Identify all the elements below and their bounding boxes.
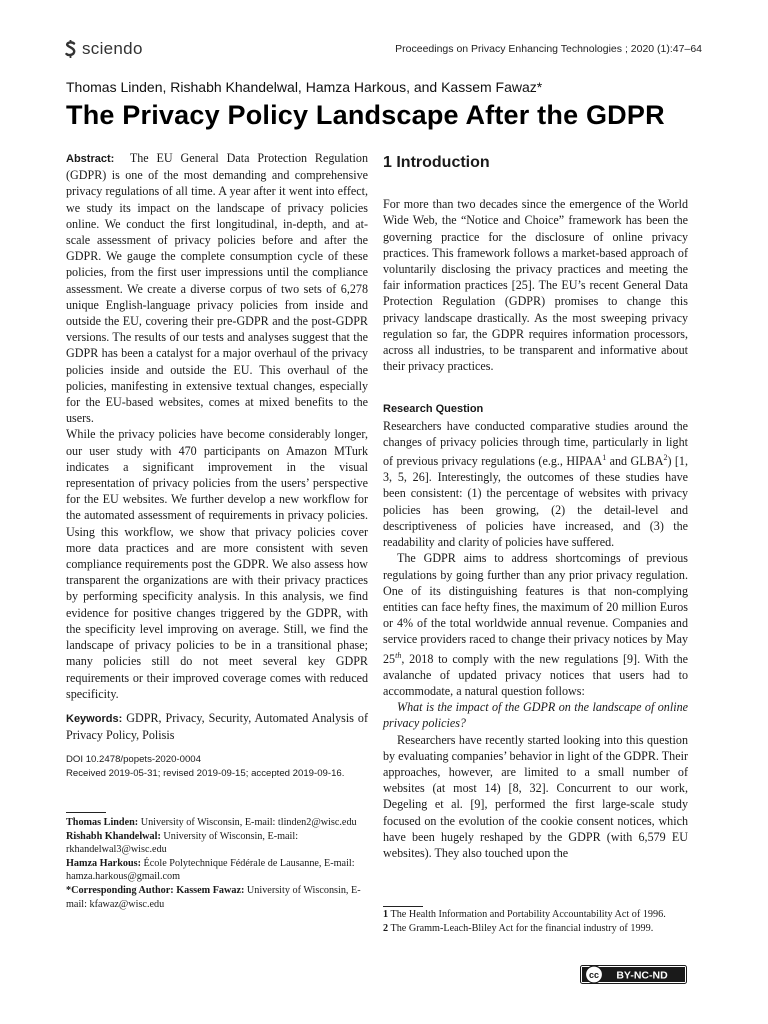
footnote-text: The Health Information and Portability Accountability Act of 1996.	[390, 909, 666, 920]
publisher-logo	[65, 38, 143, 60]
footnote-ref-1[interactable]: 1	[602, 453, 607, 463]
abstract-text-1: The EU General Data Protection Regulation (GDPR) is one of the most demanding and comprehensive privacy regulations of all time. A year after it went into effect, we study its impact on the landscape of privacy policies online. We conduct the first longitudinal, in-depth, and at-scale assessment of privacy policies before and after the GDPR. We gauge the complete consumption cycle of these policies, from the first user impressions until the compliance assessment. We create a diverse corpus of two sets of 6,278 unique English-language privacy policies from inside and outside the EU, covering their pre-GDPR and the post-GDPR versions. The results of our tests and analyses suggest that the GDPR has been a catalyst for a major overhaul of the privacy policies inside and outside the EU. This overhaul of the policies, manifesting in extensive textual changes, especially for the EU-based websites, comes at mixed benefits to the users.	[66, 151, 368, 426]
affiliation-2	[66, 830, 368, 857]
superscript-th: th	[395, 650, 402, 660]
affiliation-name: Hamza Harkous:	[66, 857, 141, 869]
text-run: Researchers have conducted comparative studies around the changes of privacy policies through time, particularly in light of previous privacy regulations (e.g., HIPAA	[383, 418, 688, 469]
affiliation-3	[66, 857, 368, 884]
footnote-rule-right	[383, 906, 423, 907]
affiliation-name: Rishabh Khandelwal:	[66, 830, 161, 842]
affiliation-4	[66, 884, 368, 911]
footnotes	[383, 908, 688, 936]
doi-block	[66, 753, 368, 781]
text-run: and GLBA	[606, 454, 664, 469]
cc-badge-graphic	[580, 965, 687, 984]
research-paragraph-2	[383, 550, 688, 699]
keywords-label: Keywords:	[66, 712, 123, 725]
logo-text: sciendo	[82, 39, 143, 58]
abstract-paragraph-2: While the privacy policies have become considerably longer, our user study with 470 participants on Amazon MTurk indicates a significant improvement in the visual representation of privacy policies from the users’ perspective for the EU websites. We further develop a new workflow for the automated assessment of requirements in privacy policies. Using this workflow, we show that privacy policies cover more data practices and are more consistent with seven compliance requirements post the GDPR. We also assess how transparent the organizations are with their privacy practices by performing specificity analysis. In this analysis, we find evidence for positive changes triggered by the GDPR, with the specificity level improving on average. Still, we find the landscape of privacy policies to be in a transitional phase; many policies still do not meet several key GDPR requirements or their improved coverage comes with reduced specificity.	[66, 427, 368, 701]
research-paragraph-1	[383, 418, 688, 551]
cc-mark: cc	[588, 970, 600, 980]
footnote-number: 2	[383, 923, 389, 934]
paper-title: The Privacy Policy Landscape After the GDPR	[66, 100, 665, 130]
affiliation-text: University of Wisconsin, E-mail: kfawaz@wisc.edu	[66, 884, 361, 910]
keywords	[66, 710, 368, 743]
affiliation-name: Thomas Linden:	[66, 817, 139, 828]
received-dates: Received 2019-05-31; revised 2019-09-15; accepted 2019-09-16.	[66, 768, 345, 780]
text-run: ) [1, 3, 5, 26]. Interestingly, the outcomes of these studies have been consistent: (1) the percentage of websites with privacy policies has been growing, (2) the detail-level and descriptiveness of policies have increased, and (3) the readability and clarity of policies have suffered.	[383, 454, 688, 550]
subsection-heading-research-question: Research Question	[383, 403, 484, 416]
right-column	[383, 150, 688, 861]
intro-paragraph: For more than two decades since the emergence of the World Wide Web, the “Notice and Choice” framework has been the governing practice for the disclosure of online privacy practices. This framework follows a market-based approach of voluntarily disclosing the privacy practices and meeting the fair information practices [25]. The EU’s recent General Data Protection Regulation (GDPR) promises to change this privacy landscape drastically. As the most sweeping privacy regulation so far, the GDPR requires information processors, across all industries, to be transparent and informative about their privacy practices.	[383, 197, 688, 374]
footnote-2	[383, 922, 688, 936]
text-run: , 2018 to comply with the new regulations [9]. With the avalanche of updated privacy notices that users had to accommodate, a natural question follows:	[383, 651, 688, 698]
cc-license-badge[interactable]	[580, 965, 687, 984]
text-run: The GDPR aims to address shortcomings of previous regulations by going further than any prior privacy regulation. One of its distinguishing features is that non-complying entities can face hefty fines, the maximum of 20 million Euros or 4% of the total worldwide annual revenue. Companies and service providers raced to change their privacy notices by May 25	[383, 551, 688, 666]
author-list: Thomas Linden, Rishabh Khandelwal, Hamza Harkous, and Kassem Fawaz*	[66, 79, 543, 95]
footnote-ref-2[interactable]: 2	[663, 453, 668, 463]
author-affiliations	[66, 812, 368, 911]
keywords-text: GDPR, Privacy, Security, Automated Analysis of Privacy Policy, Polisis	[66, 710, 368, 743]
footnote-number: 1	[383, 909, 389, 920]
affiliation-text: University of Wisconsin, E-mail: tlinden2@wisc.edu	[140, 817, 357, 828]
section-heading-introduction: 1 Introduction	[383, 154, 490, 171]
cc-license-label: BY-NC-ND	[616, 969, 668, 982]
affiliation-text: University of Wisconsin, E-mail: rkhandelwal3@wisc.edu	[66, 830, 299, 856]
footnote-text: The Gramm-Leach-Bliley Act for the financial industry of 1999.	[390, 923, 654, 934]
doi[interactable]: DOI 10.2478/popets-2020-0004	[66, 754, 201, 766]
affiliation-1	[66, 816, 368, 830]
footnote-1	[383, 908, 688, 922]
abstract-label: Abstract:	[66, 153, 115, 165]
affiliation-name: *Corresponding Author: Kassem Fawaz:	[66, 884, 245, 896]
left-column	[66, 150, 368, 781]
affiliation-text: École Polytechnique Fédérale de Lausanne, E-mail: hamza.harkous@gmail.com	[66, 857, 355, 883]
research-question: What is the impact of the GDPR on the landscape of online privacy policies?	[383, 700, 688, 731]
sciendo-s-icon	[65, 40, 76, 58]
journal-citation: Proceedings on Privacy Enhancing Technologies ; 2020 (1):47–64	[395, 43, 702, 55]
abstract-paragraph-1	[66, 150, 368, 426]
research-paragraph-3: Researchers have recently started looking into this question by evaluating companies’ behavior in light of the GDPR. Their approaches, however, are limited to a small number of websites (at most 14) [8, 32]. Concurrent to our work, Degeling et al. [9], performed the first large-scale study focused on the evolution of the cookie consent notices, which have been hugely reshaped by the GDPR (with 6,579 EU websites). They also touched upon the	[383, 732, 688, 860]
